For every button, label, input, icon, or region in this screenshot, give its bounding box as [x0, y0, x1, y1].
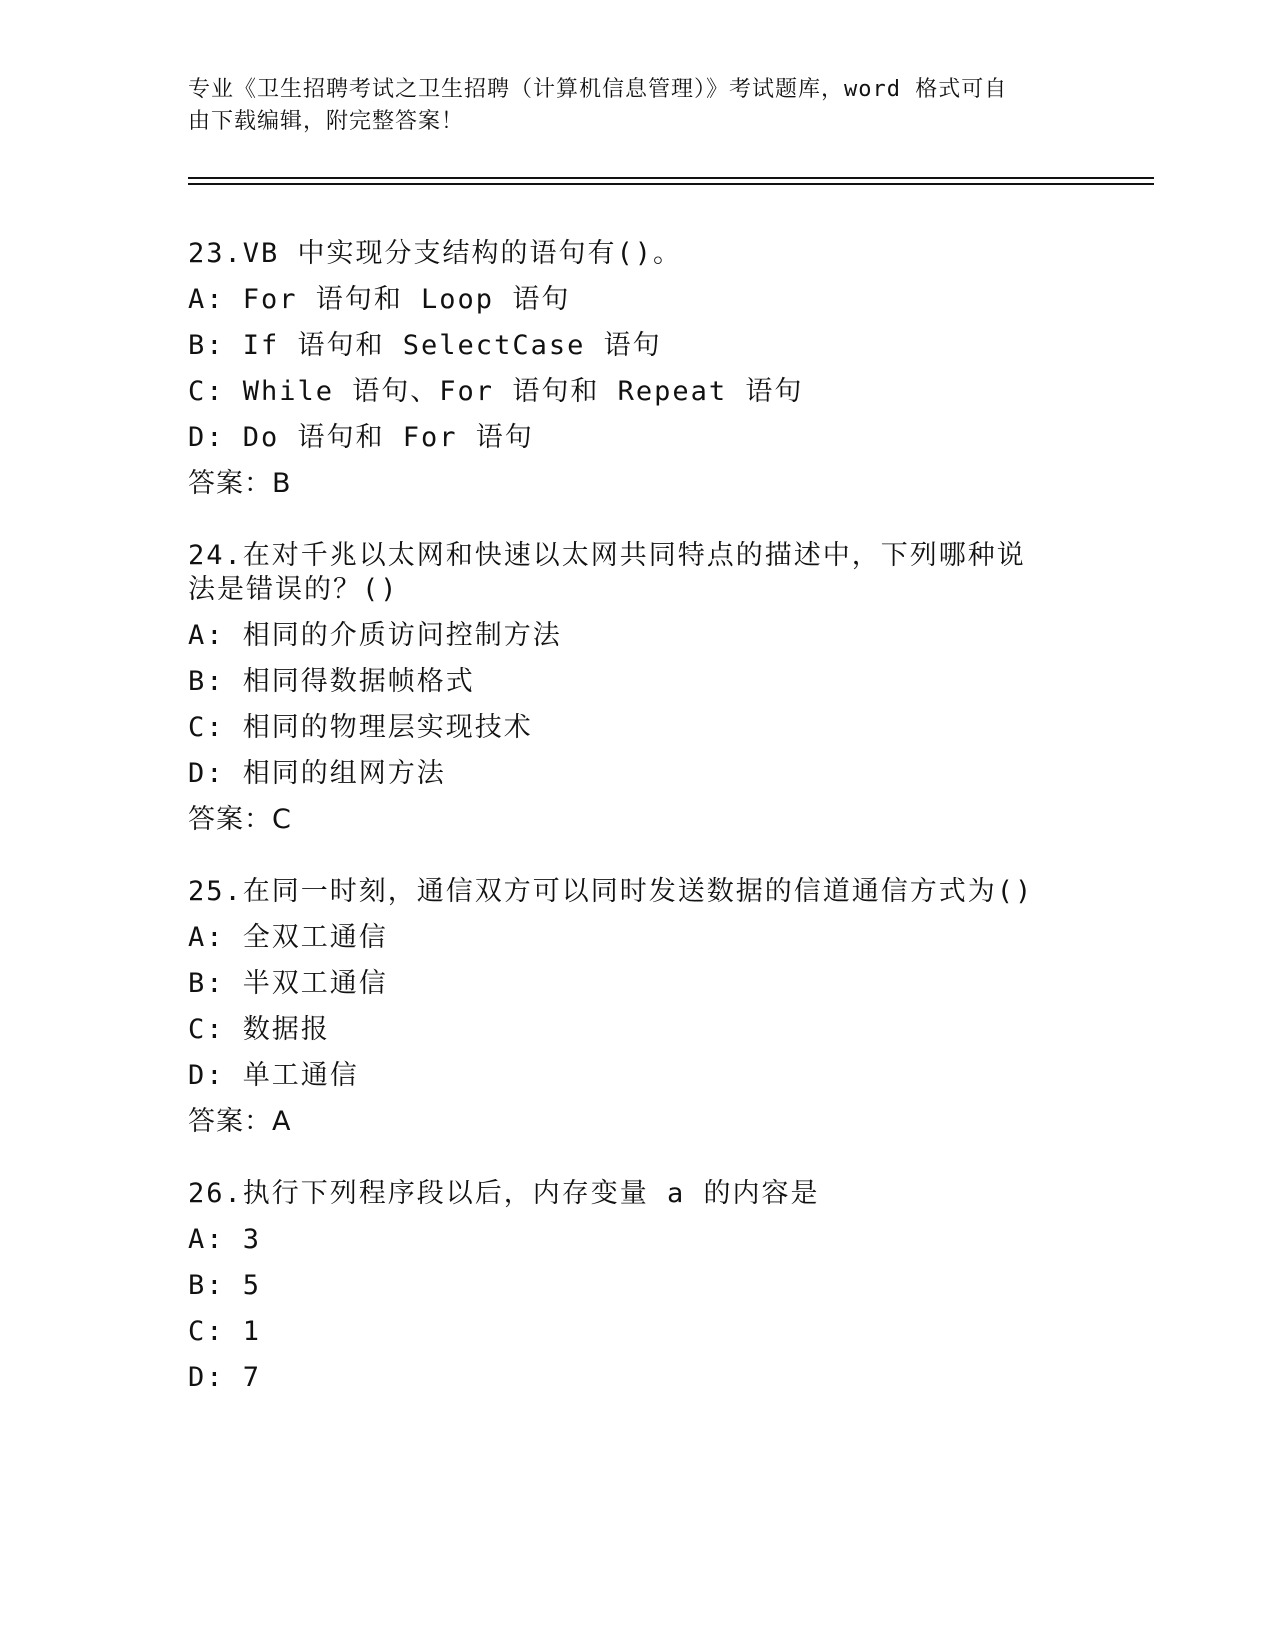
- option-b: B: 相同得数据帧格式: [188, 666, 475, 697]
- question-title: 23.VB 中实现分支结构的语句有()。: [188, 238, 683, 269]
- header-divider-bottom: [188, 183, 1154, 185]
- document-header: [188, 74, 1068, 138]
- answer: 答案：A: [188, 1106, 292, 1137]
- header-divider-top: [188, 177, 1154, 179]
- option-c: C: 数据报: [188, 1014, 330, 1045]
- option-c: C: While 语句、For 语句和 Repeat 语句: [188, 376, 804, 407]
- option-d: D: 单工通信: [188, 1060, 359, 1091]
- option-a: A: 3: [188, 1224, 262, 1255]
- answer: 答案：B: [188, 468, 292, 499]
- option-d: D: 7: [188, 1362, 262, 1393]
- option-b: B: If 语句和 SelectCase 语句: [188, 330, 662, 361]
- option-b: B: 5: [188, 1270, 262, 1301]
- question-23: [188, 237, 1088, 501]
- option-a: A: 相同的介质访问控制方法: [188, 620, 562, 651]
- question-title: 25.在同一时刻，通信双方可以同时发送数据的信道通信方式为(): [188, 876, 1034, 907]
- question-25: [188, 875, 1088, 1139]
- question-title: 24.在对千兆以太网和快速以太网共同特点的描述中，下列哪种说法是错误的？(): [188, 540, 1026, 605]
- question-title: 26.执行下列程序段以后，内存变量 a 的内容是: [188, 1178, 820, 1209]
- question-26: [188, 1177, 1088, 1395]
- option-a: A: For 语句和 Loop 语句: [188, 284, 571, 315]
- option-a: A: 全双工通信: [188, 922, 388, 953]
- header-line-1: 专业《卫生招聘考试之卫生招聘（计算机信息管理）》考试题库，word 格式可自: [188, 77, 1008, 102]
- option-d: D: 相同的组网方法: [188, 758, 446, 789]
- answer: 答案：C: [188, 804, 292, 835]
- question-list: [188, 237, 1088, 1433]
- option-b: B: 半双工通信: [188, 968, 388, 999]
- option-c: C: 1: [188, 1316, 262, 1347]
- option-c: C: 相同的物理层实现技术: [188, 712, 533, 743]
- question-24: [188, 539, 1088, 837]
- header-line-2: 由下载编辑，附完整答案！: [188, 109, 465, 134]
- option-d: D: Do 语句和 For 语句: [188, 422, 534, 453]
